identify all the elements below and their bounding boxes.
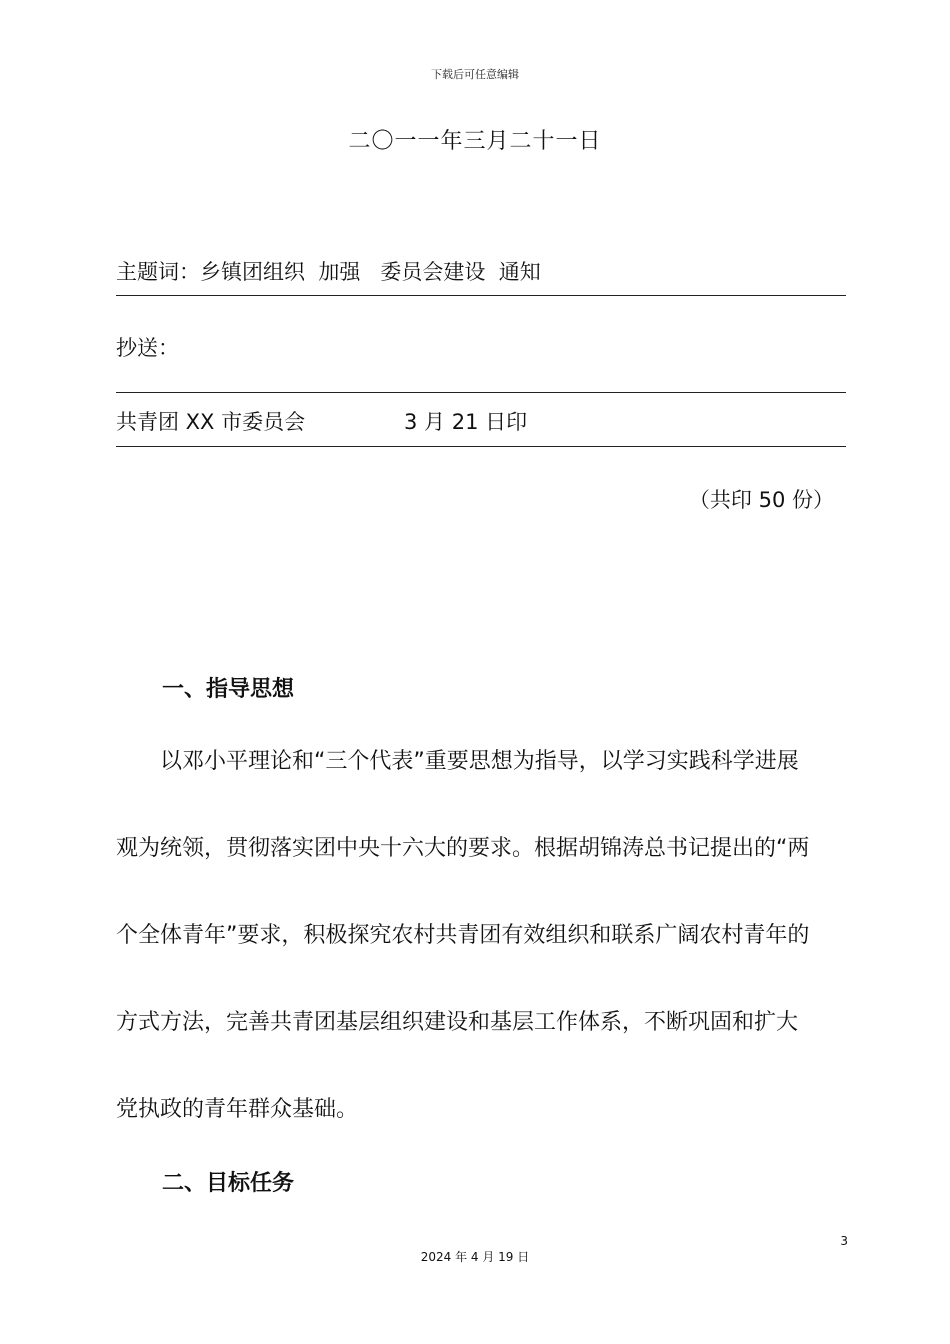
- section-heading: 二、目标任务: [162, 1171, 295, 1196]
- divider-rule: [116, 392, 846, 393]
- paragraph-line: 方式方法，完善共青团基层组织建设和基层工作体系，不断巩固和扩大: [116, 1010, 799, 1035]
- copies-count: （共印 50 份）: [688, 488, 834, 512]
- paragraph-line: 党执政的青年群众基础。: [116, 1097, 359, 1122]
- page-number: 3: [840, 1234, 848, 1248]
- paragraph-line: 个全体青年”要求，积极探究农村共青团有效组织和联系广阔农村青年的: [116, 923, 810, 948]
- divider-rule: [116, 295, 846, 296]
- print-date: 3 月 21 日印: [404, 410, 528, 434]
- keywords-line: 主题词：乡镇团组织 加强 委员会建设 通知: [116, 260, 541, 284]
- header-note: 下载后可任意编辑: [431, 68, 519, 81]
- paragraph-line: 观为统领，贯彻落实团中央十六大的要求。根据胡锦涛总书记提出的“两: [116, 836, 810, 861]
- document-date: 二〇一一年三月二十一日: [348, 129, 602, 154]
- issuer-name: 共青团 XX 市委员会: [116, 410, 306, 434]
- paragraph-line: 以邓小平理论和“三个代表”重要思想为指导，以学习实践科学进展: [160, 749, 799, 774]
- divider-rule: [116, 446, 846, 447]
- footer-date: 2024 年 4 月 19 日: [420, 1250, 530, 1264]
- section-heading: 一、指导思想: [162, 677, 295, 702]
- cc-label: 抄送：: [116, 336, 179, 360]
